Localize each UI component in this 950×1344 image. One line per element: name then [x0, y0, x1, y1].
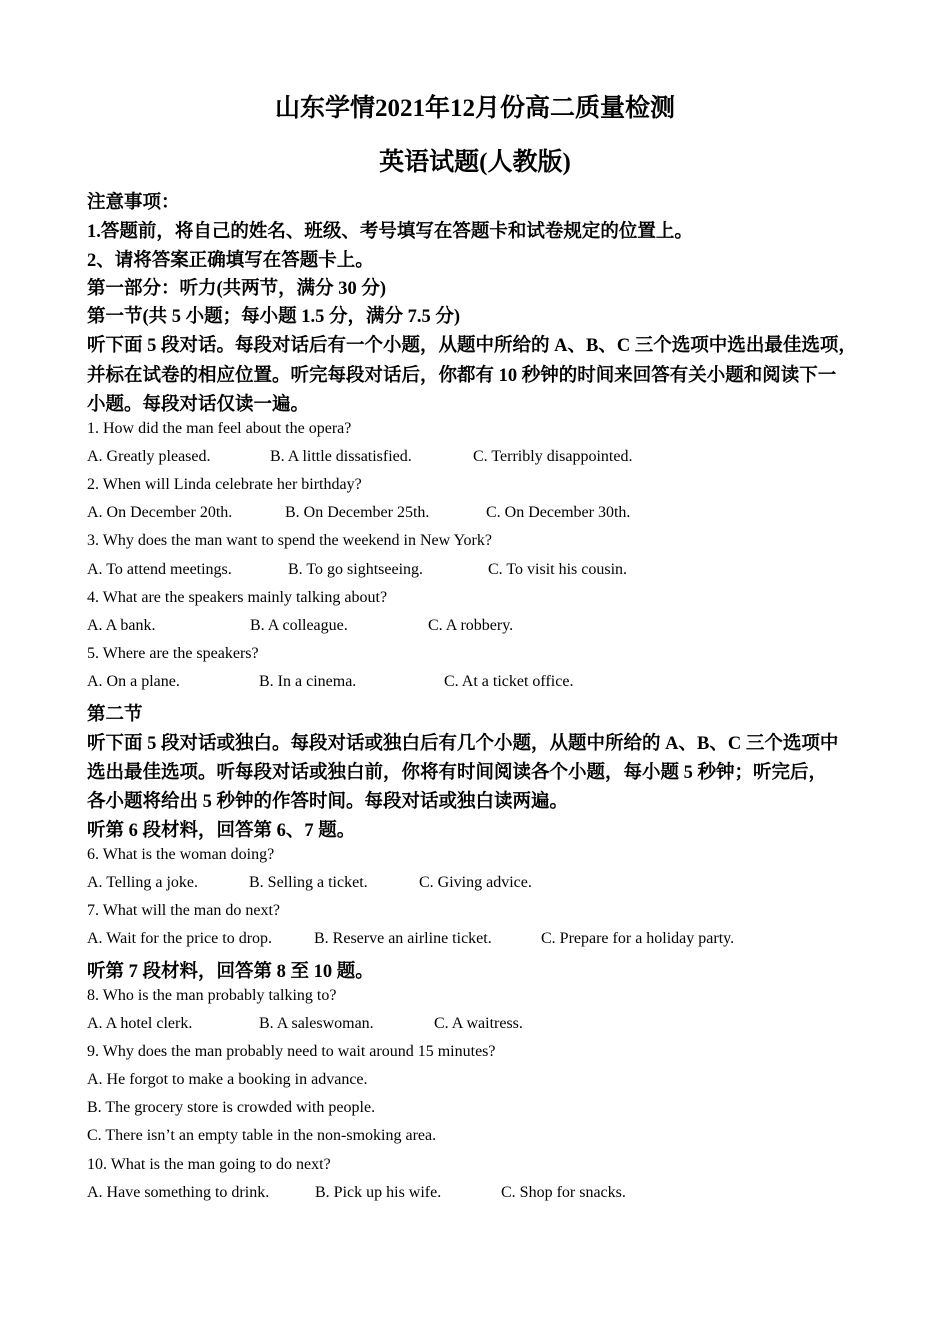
- question-8-option-c: C. A waitress.: [434, 1015, 523, 1032]
- question-10-option-b: B. Pick up his wife.: [315, 1184, 442, 1201]
- section1-instructions-line: 并标在试卷的相应位置。听完每段对话后，你都有 10 秒钟的时间来回答有关小题和阅读下一: [87, 366, 837, 386]
- section2-instructions-line: 听下面 5 段对话或独白。每段对话或独白后有几个小题，从题中所给的 A、B、C 三个选项中: [87, 734, 839, 754]
- question-7-option-a: A. Wait for the price to drop.: [87, 930, 273, 947]
- question-1-option-c: C. Terribly disappointed.: [473, 448, 633, 465]
- section1-heading: 第一节(共 5 小题；每小题 1.5 分，满分 7.5 分): [87, 307, 461, 327]
- question-1-option-b: B. A little dissatisfied.: [270, 448, 412, 465]
- question-2-option-a: A. On December 20th.: [87, 504, 233, 521]
- question-4-option-b: B. A colleague.: [250, 617, 348, 634]
- question-2-option-c: C. On December 30th.: [486, 504, 631, 521]
- question-5-option-b: B. In a cinema.: [259, 673, 357, 690]
- page-title: 山东学情2021年12月份高二质量检测: [274, 95, 675, 122]
- question-5-option-a: A. On a plane.: [87, 673, 180, 690]
- question-6: 6. What is the woman doing?: [87, 846, 275, 863]
- question-9: 9. Why does the man probably need to wait around 15 minutes?: [87, 1043, 496, 1060]
- question-10-option-c: C. Shop for snacks.: [501, 1184, 626, 1201]
- question-8: 8. Who is the man probably talking to?: [87, 987, 337, 1004]
- page-subtitle: 英语试题(人教版): [379, 149, 571, 176]
- question-3: 3. Why does the man want to spend the weekend in New York?: [87, 532, 492, 549]
- question-9-option-a: A. He forgot to make a booking in advance.: [87, 1071, 368, 1088]
- material-6-heading: 听第 6 段材料，回答第 6、7 题。: [87, 821, 356, 841]
- notice-heading: 注意事项：: [87, 193, 180, 213]
- section1-instructions-line: 小题。每段对话仅读一遍。: [87, 395, 310, 415]
- question-6-option-c: C. Giving advice.: [419, 874, 532, 891]
- part1-heading: 第一部分：听力(共两节，满分 30 分): [87, 279, 387, 299]
- question-6-option-a: A. Telling a joke.: [87, 874, 199, 891]
- notice-item-1: 1.答题前，将自己的姓名、班级、考号填写在答题卡和试卷规定的位置上。: [87, 222, 693, 242]
- question-9-option-c: C. There isn’t an empty table in the non-smoking area.: [87, 1127, 437, 1144]
- question-5-option-c: C. At a ticket office.: [444, 673, 574, 690]
- question-2: 2. When will Linda celebrate her birthday?: [87, 476, 362, 493]
- question-2-option-b: B. On December 25th.: [285, 504, 430, 521]
- question-6-option-b: B. Selling a ticket.: [249, 874, 368, 891]
- section1-instructions-line: 听下面 5 段对话。每段对话后有一个小题，从题中所给的 A、B、C 三个选项中选出最佳选项，: [87, 336, 857, 356]
- question-3-option-c: C. To visit his cousin.: [488, 561, 628, 578]
- question-7-option-b: B. Reserve an airline ticket.: [314, 930, 492, 947]
- question-8-option-a: A. A hotel clerk.: [87, 1015, 193, 1032]
- question-3-option-b: B. To go sightseeing.: [288, 561, 424, 578]
- notice-item-2: 2、请将答案正确填写在答题卡上。: [87, 251, 374, 271]
- question-4: 4. What are the speakers mainly talking about?: [87, 589, 388, 606]
- question-8-option-b: B. A saleswoman.: [259, 1015, 374, 1032]
- question-3-option-a: A. To attend meetings.: [87, 561, 232, 578]
- question-1-option-a: A. Greatly pleased.: [87, 448, 211, 465]
- question-1: 1. How did the man feel about the opera?: [87, 420, 352, 437]
- question-7: 7. What will the man do next?: [87, 902, 280, 919]
- material-7-heading: 听第 7 段材料，回答第 8 至 10 题。: [87, 962, 374, 982]
- section2-instructions-line: 各小题将给出 5 秒钟的作答时间。每段对话或独白读两遍。: [87, 792, 569, 812]
- question-7-option-c: C. Prepare for a holiday party.: [541, 930, 735, 947]
- section2-heading: 第二节: [87, 705, 143, 725]
- section2-instructions-line: 选出最佳选项。听每段对话或独白前，你将有时间阅读各个小题，每小题 5 秒钟；听完后，: [87, 763, 828, 783]
- question-5: 5. Where are the speakers?: [87, 645, 259, 662]
- question-10-option-a: A. Have something to drink.: [87, 1184, 270, 1201]
- question-10: 10. What is the man going to do next?: [87, 1156, 331, 1173]
- question-4-option-c: C. A robbery.: [428, 617, 514, 634]
- question-9-option-b: B. The grocery store is crowded with people.: [87, 1099, 376, 1116]
- question-4-option-a: A. A bank.: [87, 617, 156, 634]
